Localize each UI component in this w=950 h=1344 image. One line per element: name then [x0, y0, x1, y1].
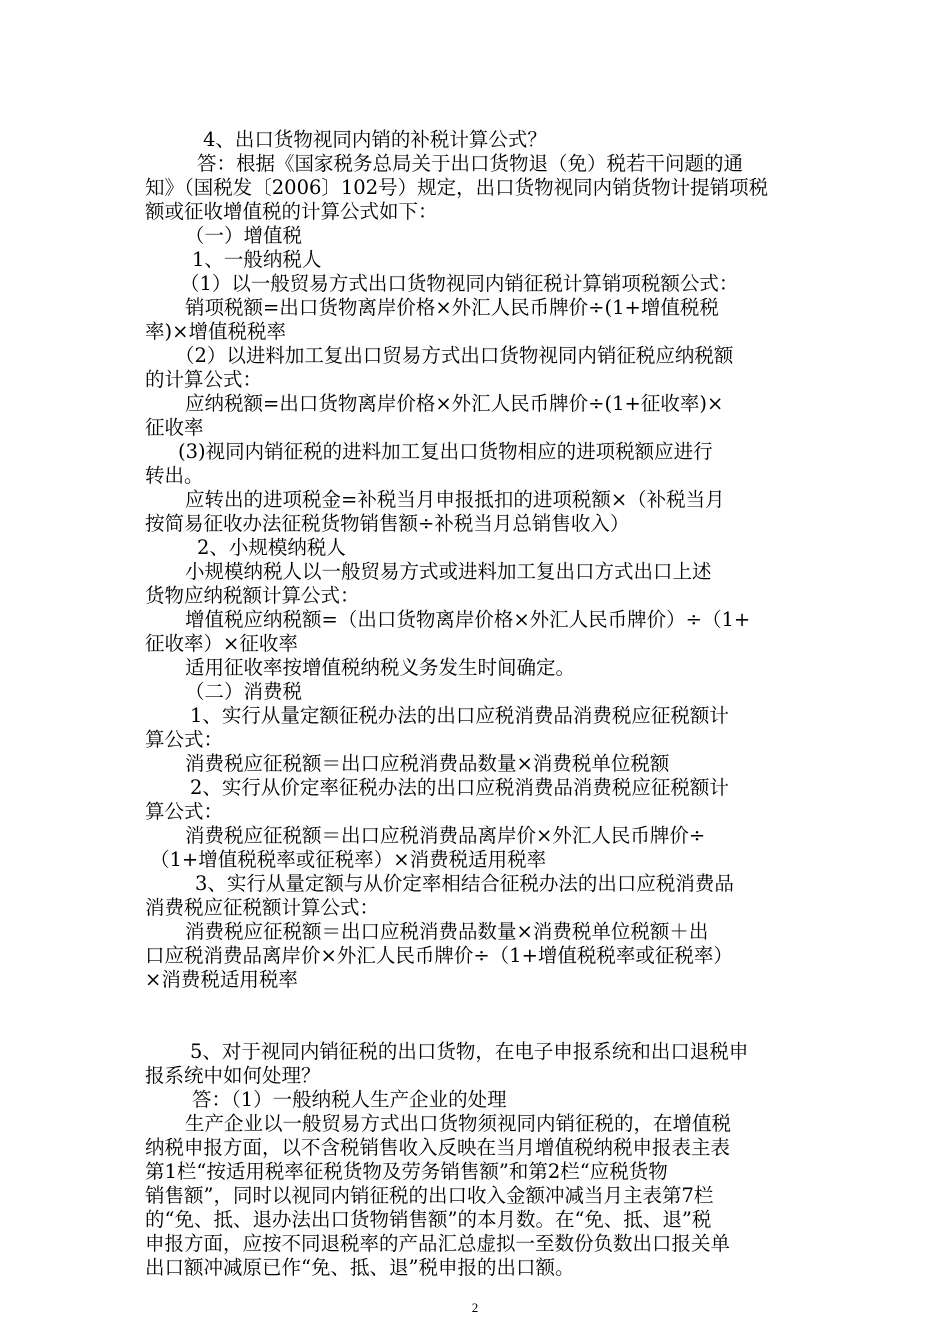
question-5-line-2: 报系统中如何处理？ — [145, 1064, 321, 1087]
answer-5-line-7: 出口额冲减原已作“免、抵、退”税申报的出口额。 — [145, 1256, 575, 1279]
answer-4-line-2: 知》（国税发〔2006〕102号）规定，出口货物视同内销货物计提销项税 — [145, 176, 769, 199]
consumption-item-3-formula-line-2: 口应税消费品离岸价×外汇人民币牌价÷（1+增值税税率或征税率） — [145, 944, 733, 967]
vat-heading: （一）增值税 — [185, 224, 303, 247]
consumption-item-2-formula-line-1: 消费税应征税额＝出口应税消费品离岸价×外汇人民币牌价÷ — [185, 824, 706, 847]
small-taxpayer-heading: 2、小规模纳税人 — [197, 536, 346, 559]
vat-item-2-formula-line-2: 征收率 — [145, 416, 204, 439]
answer-5-line-4: 销售额”，同时以视同内销征税的出口收入金额冲减当月主表第7栏 — [145, 1184, 714, 1207]
vat-item-1-formula-line-1: 销项税额=出口货物离岸价格×外汇人民币牌价÷(1+增值税税 — [185, 296, 719, 319]
answer-5-line-2: 纳税申报方面，以不含税销售收入反映在当月增值税纳税申报表主表 — [145, 1136, 731, 1159]
answer-4-line-1: 答：根据《国家税务总局关于出口货物退（免）税若干问题的通 — [197, 152, 744, 175]
page-number: 2 — [471, 1300, 479, 1315]
consumption-item-2-line-1: 2、实行从价定率征税办法的出口应税消费品消费税应征税额计 — [190, 776, 729, 799]
answer-5-heading: 答：（1）一般纳税人生产企业的处理 — [192, 1088, 507, 1111]
vat-item-3-line-1: (3)视同内销征税的进料加工复出口货物相应的进项税额应进行 — [178, 440, 713, 463]
small-taxpayer-desc-line-1: 小规模纳税人以一般贸易方式或进料加工复出口方式出口上述 — [185, 560, 712, 583]
small-taxpayer-desc-line-2: 货物应纳税额计算公式： — [145, 584, 360, 607]
vat-item-2-line-1: （2）以进料加工复出口贸易方式出口货物视同内销征税应纳税额 — [175, 344, 734, 367]
consumption-item-2-line-2: 算公式： — [145, 800, 224, 823]
consumption-item-1-line-1: 1、实行从量定额征税办法的出口应税消费品消费税应征税额计 — [190, 704, 729, 727]
answer-5-line-1: 生产企业以一般贸易方式出口货物须视同内销征税的，在增值税 — [185, 1112, 732, 1135]
answer-5-line-6: 申报方面，应按不同退税率的产品汇总虚拟一至数份负数出口报关单 — [145, 1232, 731, 1255]
vat-item-3-formula-line-1: 应转出的进项税金=补税当月申报抵扣的进项税额×（补税当月 — [185, 488, 725, 511]
vat-item-1-formula-line-2: 率)×增值税税率 — [145, 320, 286, 343]
consumption-item-3-line-2: 消费税应征税额计算公式： — [145, 896, 380, 919]
consumption-item-1-line-2: 算公式： — [145, 728, 224, 751]
answer-4-line-3: 额或征收增值税的计算公式如下： — [145, 200, 438, 223]
vat-item-1: （1）以一般贸易方式出口货物视同内销征税计算销项税额公式： — [180, 272, 739, 295]
general-taxpayer-heading: 1、一般纳税人 — [192, 248, 322, 271]
small-taxpayer-note: 适用征收率按增值税纳税义务发生时间确定。 — [185, 656, 576, 679]
vat-item-3-formula-line-2: 按简易征收办法征税货物销售额÷补税当月总销售收入） — [145, 512, 630, 535]
vat-item-2-line-2: 的计算公式： — [145, 368, 263, 391]
answer-5-line-5: 的“免、抵、退办法出口货物销售额”的本月数。在“免、抵、退”税 — [145, 1208, 712, 1231]
vat-item-2-formula-line-1: 应纳税额=出口货物离岸价格×外汇人民币牌价÷(1+征收率)× — [185, 392, 724, 415]
consumption-item-3-formula-line-3: ×消费税适用税率 — [145, 968, 298, 991]
answer-5-line-3: 第1栏“按适用税率征税货物及劳务销售额”和第2栏“应税货物 — [145, 1160, 668, 1183]
small-taxpayer-formula-line-2: 征收率）×征收率 — [145, 632, 298, 655]
question-5-line-1: 5、对于视同内销征税的出口货物，在电子申报系统和出口退税申 — [190, 1040, 749, 1063]
vat-item-3-line-2: 转出。 — [145, 464, 204, 487]
consumption-item-3-line-1: 3、实行从量定额与从价定率相结合征税办法的出口应税消费品 — [195, 872, 734, 895]
consumption-tax-heading: （二）消费税 — [185, 680, 303, 703]
question-4: 4、出口货物视同内销的补税计算公式？ — [203, 128, 547, 151]
consumption-item-3-formula-line-1: 消费税应征税额＝出口应税消费品数量×消费税单位税额＋出 — [185, 920, 709, 943]
small-taxpayer-formula-line-1: 增值税应纳税额=（出口货物离岸价格×外汇人民币牌价）÷（1+ — [185, 608, 751, 631]
consumption-item-1-formula: 消费税应征税额＝出口应税消费品数量×消费税单位税额 — [185, 752, 670, 775]
consumption-item-2-formula-line-2: （1+增值税税率或征税率）×消费税适用税率 — [150, 848, 547, 871]
